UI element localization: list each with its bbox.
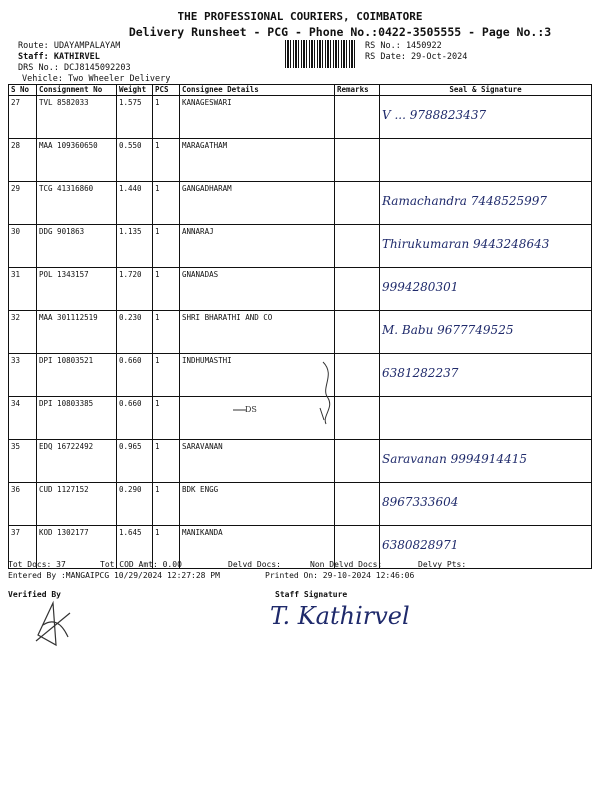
cell-weight: 1.720 [117, 268, 153, 311]
table-row [9, 440, 592, 483]
cell-remarks [335, 440, 380, 483]
cell-sno: 32 [9, 311, 37, 354]
cell-sno: 37 [9, 526, 37, 569]
handwritten-signature: 6380828971 [382, 538, 459, 552]
cell-sno: 31 [9, 268, 37, 311]
column-header: Weight [117, 85, 153, 96]
cell-pcs: 1 [153, 440, 180, 483]
cell-consignment: CUD 1127152 [37, 483, 117, 526]
table-row [9, 483, 592, 526]
cell-consignment: EDQ 16722492 [37, 440, 117, 483]
delivery-points: Delvy Pts: [418, 560, 467, 569]
column-header: Remarks [335, 85, 380, 96]
cell-sno: 27 [9, 96, 37, 139]
cell-sno: 34 [9, 397, 37, 440]
table-row [9, 96, 592, 139]
row34-scribble [228, 360, 340, 426]
cell-consignee: MARAGATHAM [180, 139, 335, 182]
vehicle-label: Vehicle: Two Wheeler Delivery [22, 74, 171, 84]
cell-remarks [335, 483, 380, 526]
column-header: Consignment No [37, 85, 117, 96]
cell-weight: 0.290 [117, 483, 153, 526]
cell-consignment: MAA 109360650 [37, 139, 117, 182]
signature-cell [380, 96, 592, 139]
handwritten-signature: 9994280301 [382, 280, 459, 294]
signature-cell [380, 440, 592, 483]
handwritten-signature: 6381282237 [382, 366, 459, 380]
cell-consignment: POL 1343157 [37, 268, 117, 311]
company-title: THE PROFESSIONAL COURIERS, COIMBATORE [177, 10, 423, 23]
cell-remarks [335, 225, 380, 268]
table-row [9, 268, 592, 311]
verified-signature [28, 595, 78, 655]
cell-pcs: 1 [153, 139, 180, 182]
cell-pcs: 1 [153, 526, 180, 569]
column-header: Seal & Signature [380, 85, 592, 96]
cell-pcs: 1 [153, 397, 180, 440]
non-delivered-docs: Non Delvd Docs: [310, 560, 383, 569]
signature-cell [380, 182, 592, 225]
cell-pcs: 1 [153, 268, 180, 311]
cell-consignment: TVL 8582033 [37, 96, 117, 139]
signature-cell [380, 268, 592, 311]
column-header: S No [9, 85, 37, 96]
cell-consignment: KOD 1302177 [37, 526, 117, 569]
handwritten-signature: V ... 9788823437 [382, 108, 487, 122]
handwritten-signature [382, 399, 589, 409]
cell-pcs: 1 [153, 483, 180, 526]
cell-sno: 30 [9, 225, 37, 268]
runsheet-table [8, 84, 592, 569]
cell-weight: 0.965 [117, 440, 153, 483]
table-header [9, 85, 592, 96]
cell-consignee: KANAGESWARI [180, 96, 335, 139]
cell-remarks [335, 139, 380, 182]
handwritten-signature: 8967333604 [382, 495, 459, 509]
cell-consignment: TCG 41316860 [37, 182, 117, 225]
staff-label: Staff: KATHIRVEL [18, 52, 100, 62]
staff-signature-label: Staff Signature [275, 590, 348, 599]
barcode [285, 40, 357, 68]
cell-weight: 1.575 [117, 96, 153, 139]
cell-pcs: 1 [153, 354, 180, 397]
cell-remarks [335, 354, 380, 397]
verified-by-label: Verified By [8, 590, 61, 599]
cell-weight: 0.660 [117, 354, 153, 397]
cell-sno: 28 [9, 139, 37, 182]
handwritten-signature: Ramachandra 7448525997 [382, 194, 548, 208]
cell-remarks [335, 311, 380, 354]
handwritten-signature: Thirukumaran 9443248643 [382, 237, 550, 251]
table-row [9, 139, 592, 182]
delivered-docs: Delvd Docs: [228, 560, 281, 569]
cell-remarks [335, 96, 380, 139]
cell-consignee: ANNARAJ [180, 225, 335, 268]
cell-consignee: INDHUMASTHI [180, 354, 335, 397]
cell-weight: 1.135 [117, 225, 153, 268]
table-row [9, 182, 592, 225]
table-row [9, 526, 592, 569]
cell-sno: 35 [9, 440, 37, 483]
printed-on: Printed On: 29-10-2024 12:46:06 [265, 571, 415, 580]
cell-remarks [335, 397, 380, 440]
cell-consignee: GNANADAS [180, 268, 335, 311]
signature-cell [380, 225, 592, 268]
signature-cell [380, 483, 592, 526]
cell-consignment: DPI 10803385 [37, 397, 117, 440]
total-docs: Tot Docs: 37 [8, 560, 66, 569]
rs-number: RS No.: 1450922 [365, 41, 442, 51]
handwritten-signature: Saravanan 9994914415 [382, 452, 527, 466]
handwritten-signature: M. Babu 9677749525 [382, 323, 514, 337]
cell-sno: 33 [9, 354, 37, 397]
signature-cell [380, 311, 592, 354]
cell-pcs: 1 [153, 182, 180, 225]
table-row [9, 225, 592, 268]
cell-weight: 0.660 [117, 397, 153, 440]
rs-date: RS Date: 29-Oct-2024 [365, 52, 468, 62]
cell-consignment: MAA 301112519 [37, 311, 117, 354]
cell-remarks [335, 182, 380, 225]
runsheet-subtitle: Delivery Runsheet - PCG - Phone No.:0422-3505555 - Page No.:3 [128, 25, 552, 39]
cell-sno: 36 [9, 483, 37, 526]
column-header: Consignee Details [180, 85, 335, 96]
cell-consignee: MANIKANDA [180, 526, 335, 569]
cell-consignment: DPI 10803521 [37, 354, 117, 397]
signature-cell [380, 139, 592, 182]
cell-consignee: SHRI BHARATHI AND CO [180, 311, 335, 354]
staff-signature: T. Kathirvel [270, 602, 410, 630]
signature-cell [380, 526, 592, 569]
cell-consignee: GANGADHARAM [180, 182, 335, 225]
cell-pcs: 1 [153, 311, 180, 354]
signature-cell [380, 397, 592, 440]
cell-weight: 1.440 [117, 182, 153, 225]
cell-remarks [335, 268, 380, 311]
cell-consignee: SARAVANAN [180, 440, 335, 483]
entered-by: Entered By :MANGAIPCG 10/29/2024 12:27:28 PM [8, 571, 220, 580]
cell-consignee: BDK ENGG [180, 483, 335, 526]
cell-consignment: DDG 901863 [37, 225, 117, 268]
total-cod: Tot COD Amt: 0.00 [100, 560, 182, 569]
column-header: PCS [153, 85, 180, 96]
cell-pcs: 1 [153, 225, 180, 268]
table-row [9, 311, 592, 354]
cell-weight: 0.230 [117, 311, 153, 354]
row34-annotation: DS [245, 405, 257, 414]
handwritten-signature [382, 141, 589, 151]
cell-weight: 1.645 [117, 526, 153, 569]
drs-number: DRS No.: DCJ8145092203 [18, 63, 131, 73]
cell-sno: 29 [9, 182, 37, 225]
signature-cell [380, 354, 592, 397]
route-label: Route: UDAYAMPALAYAM [18, 41, 121, 51]
cell-pcs: 1 [153, 96, 180, 139]
cell-weight: 0.550 [117, 139, 153, 182]
